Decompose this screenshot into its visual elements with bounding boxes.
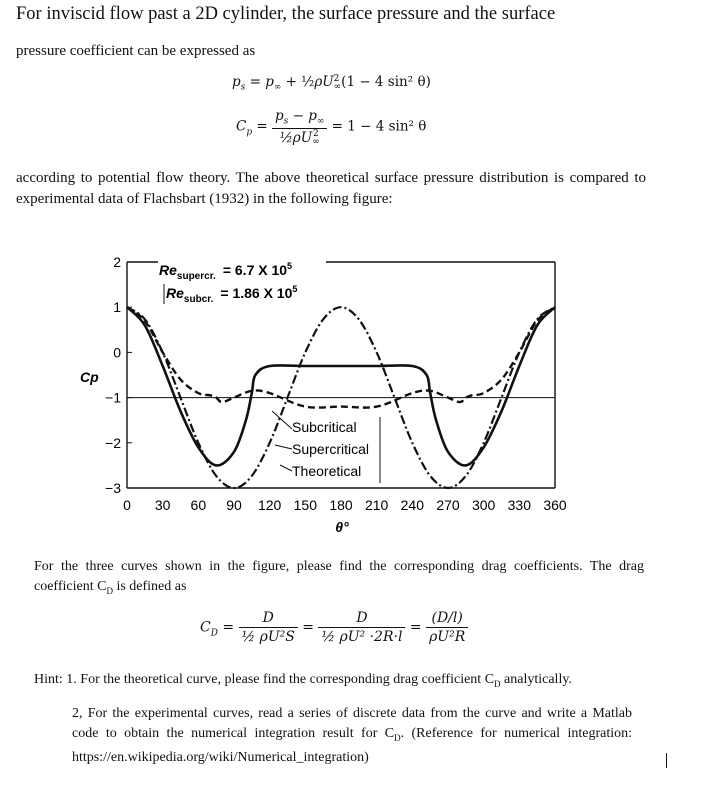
x-tick-label: 0 [123, 497, 131, 513]
drag-paragraph: For the three curves shown in the figure, please find the corresponding drag coefficients. The drag coefficient $C_D$ is defined as [34, 559, 644, 596]
legend-re-supercritical: $Re_{supercr.} = 6.7$ X $10^5$ [159, 261, 293, 282]
x-tick-labels [123, 497, 567, 513]
intro-line-2: pressure coefficient can be expressed as [16, 43, 256, 59]
equation-pressure-coefficient: $C_p$ = $p_s - p_\infty$ ½ρU 2 ∞ = 1 − 4 sin² θ [236, 108, 427, 148]
hint-2: 2, For the experimental curves, read a series of discrete data from the curve and write a Matlab code to obtain the numerical integration result for $C_D$. (Reference for numerical integration: https://en.wikipedia.org/wiki/Numerical_integration) [72, 706, 632, 765]
label-theoretical: Theoretical [292, 463, 362, 479]
y-tick-label: −3 [105, 480, 121, 496]
label-subcritical: Subcritical [292, 419, 357, 435]
reynolds-legend [158, 261, 326, 309]
label-supercritical: Supercritical [292, 441, 370, 457]
y-tick-label: 1 [113, 299, 121, 316]
equation-drag-coefficient: $C_D$ = $\frac{D}{\text{½ ρU²S}}$ = $\frac{D}{\text{½ ρU² ·2R·l}}$ = $\frac{(D/l)}{\text{ρU²R}}$ [200, 610, 468, 645]
y-tick-label: 0 [113, 344, 121, 361]
theory-paragraph: according to potential flow theory. The above theoretical surface pressure distribution is compared to experimental data of Flachsbart (1932) in the following figure: [16, 170, 646, 207]
y-axis-label: Cp [80, 369, 99, 385]
series-line-subcritical [127, 307, 555, 407]
curve-labels [272, 411, 380, 483]
hint-1: Hint: 1. For the theoretical curve, please find the corresponding drag coefficient $C_D$ analytically. [34, 672, 572, 689]
x-tick-label: 90 [226, 497, 242, 513]
pressure-coefficient-chart [0, 230, 704, 550]
equation-surface-pressure: $p_s = p_\infty$ + ½ρU 2 ∞ (1 − 4 sin² θ) [232, 73, 431, 93]
x-tick-label: 360 [543, 497, 567, 513]
x-tick-label: 240 [400, 497, 425, 513]
x-tick-label: 30 [154, 497, 171, 513]
y-tick-label: −2 [105, 434, 121, 451]
x-tick-label: 120 [257, 497, 282, 513]
intro-line-1: For inviscid flow past a 2D cylinder, the surface pressure and the surface [16, 4, 556, 24]
cp-fraction: $p_s - p_\infty$ ½ρU 2 ∞ [272, 108, 327, 146]
x-tick-label: 60 [190, 497, 207, 513]
y-tick-labels [105, 254, 132, 496]
x-tick-label: 330 [507, 497, 532, 513]
x-tick-label: 300 [471, 497, 496, 513]
y-tick-label: −1 [105, 389, 121, 406]
x-tick-label: 270 [436, 497, 460, 513]
x-axis-label: θ° [335, 519, 349, 535]
x-tick-label: 150 [293, 497, 318, 513]
x-tick-label: 180 [329, 497, 353, 513]
legend-re-subcritical: $Re_{subcr.} = 1.86$ X $10^5$ [166, 284, 298, 305]
y-tick-label: 2 [113, 254, 121, 270]
text-cursor [666, 753, 667, 768]
x-tick-label: 210 [364, 497, 389, 513]
